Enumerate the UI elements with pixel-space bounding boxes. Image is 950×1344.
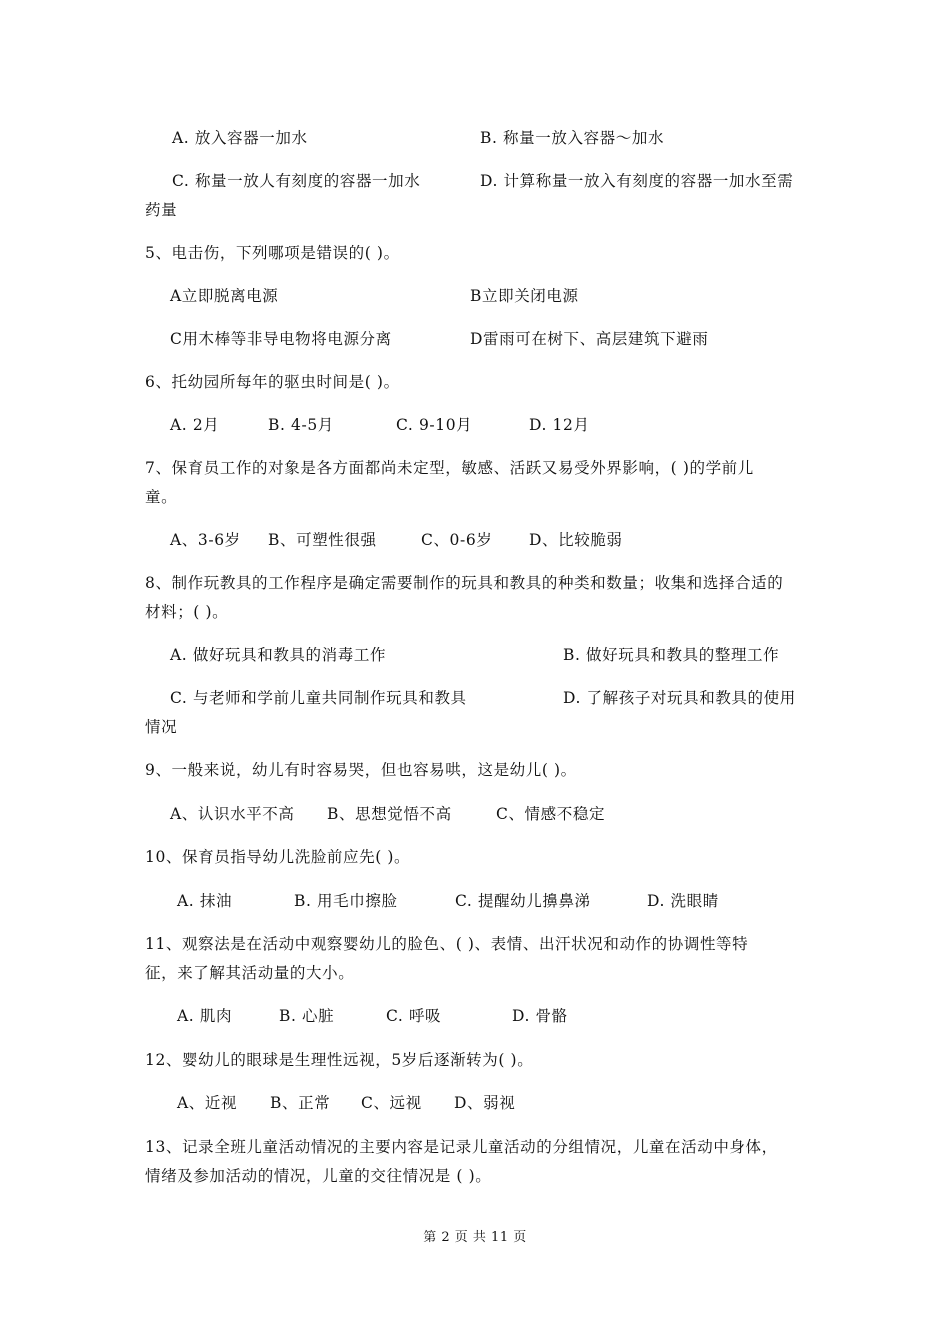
q8-option-b: B. 做好玩具和教具的整理工作 xyxy=(563,646,780,664)
q8-option-c: C. 与老师和学前儿童共同制作玩具和教具 xyxy=(170,689,467,707)
q12-option-b: B、正常 xyxy=(270,1094,331,1112)
q11-option-d: D. 骨骼 xyxy=(512,1007,568,1025)
q5-option-d: D雷雨可在树下、高层建筑下避雨 xyxy=(470,330,709,348)
q6-option-d: D. 12月 xyxy=(529,416,590,434)
q13-stem-line2: 情绪及参加活动的情况，儿童的交往情况是 ( )。 xyxy=(145,1167,492,1185)
q11-option-a: A. 肌肉 xyxy=(177,1007,233,1025)
q8-option-d: D. 了解孩子对玩具和教具的使用 xyxy=(563,689,796,707)
q10-option-d: D. 洗眼睛 xyxy=(647,892,719,910)
q8-option-a: A. 做好玩具和教具的消毒工作 xyxy=(170,646,387,664)
q9-option-c: C、情感不稳定 xyxy=(496,805,606,823)
q9-stem: 9、一般来说，幼儿有时容易哭，但也容易哄，这是幼儿( )。 xyxy=(145,761,577,779)
q7-option-a: A、3-6岁 xyxy=(170,531,241,549)
q7-option-c: C、0-6岁 xyxy=(421,531,493,549)
q9-option-a: A、认识水平不高 xyxy=(170,805,295,823)
page-number-footer: 第 2 页 共 11 页 xyxy=(423,1230,527,1245)
q10-option-c: C. 提醒幼儿擤鼻涕 xyxy=(455,892,591,910)
q11-option-c: C. 呼吸 xyxy=(386,1007,442,1025)
q9-option-b: B、思想觉悟不高 xyxy=(327,805,452,823)
q7-option-d: D、比较脆弱 xyxy=(529,531,623,549)
q12-option-a: A、近视 xyxy=(177,1094,238,1112)
q6-option-c: C. 9-10月 xyxy=(396,416,473,434)
q4-option-d: D. 计算称量一放入有刻度的容器一加水至需 xyxy=(480,172,794,190)
q11-stem-line2: 征，来了解其活动量的大小。 xyxy=(145,964,355,982)
q13-stem-line1: 13、记录全班儿童活动情况的主要内容是记录儿童活动的分组情况，儿童在活动中身体， xyxy=(145,1138,778,1156)
q4-option-b: B. 称量一放入容器～加水 xyxy=(480,129,665,147)
q5-option-b: B立即关闭电源 xyxy=(470,287,579,305)
q12-option-d: D、弱视 xyxy=(454,1094,516,1112)
q8-stem-line2: 材料；( )。 xyxy=(145,603,229,621)
q5-stem: 5、电击伤，下列哪项是错误的( )。 xyxy=(145,244,400,262)
q6-stem: 6、托幼园所每年的驱虫时间是( )。 xyxy=(145,373,400,391)
q7-stem-line1: 7、保育员工作的对象是各方面都尚未定型，敏感、活跃又易受外界影响，( )的学前儿 xyxy=(145,459,754,477)
q7-stem-line2: 童。 xyxy=(145,488,178,506)
q4-option-c: C. 称量一放人有刻度的容器一加水 xyxy=(172,172,421,190)
q4-option-d-continued: 药量 xyxy=(145,201,178,219)
q12-stem: 12、婴幼儿的眼球是生理性远视，5岁后逐渐转为( )。 xyxy=(145,1051,534,1069)
q10-stem: 10、保育员指导幼儿洗脸前应先( )。 xyxy=(145,848,411,866)
q6-option-b: B. 4-5月 xyxy=(268,416,334,434)
q10-option-a: A. 抹油 xyxy=(177,892,233,910)
q5-option-a: A立即脱离电源 xyxy=(170,287,279,305)
q6-option-a: A. 2月 xyxy=(170,416,220,434)
q8-option-d-continued: 情况 xyxy=(145,718,178,736)
q10-option-b: B. 用毛巾擦脸 xyxy=(294,892,398,910)
q8-stem-line1: 8、制作玩教具的工作程序是确定需要制作的玩具和教具的种类和数量；收集和选择合适的 xyxy=(145,574,784,592)
q11-stem-line1: 11、观察法是在活动中观察婴幼儿的脸色、( )、表情、出汗状况和动作的协调性等特 xyxy=(145,935,749,953)
q7-option-b: B、可塑性很强 xyxy=(268,531,377,549)
q5-option-c: C用木棒等非导电物将电源分离 xyxy=(170,330,392,348)
q12-option-c: C、远视 xyxy=(361,1094,422,1112)
q4-option-a: A. 放入容器一加水 xyxy=(172,129,308,147)
q11-option-b: B. 心脏 xyxy=(279,1007,335,1025)
